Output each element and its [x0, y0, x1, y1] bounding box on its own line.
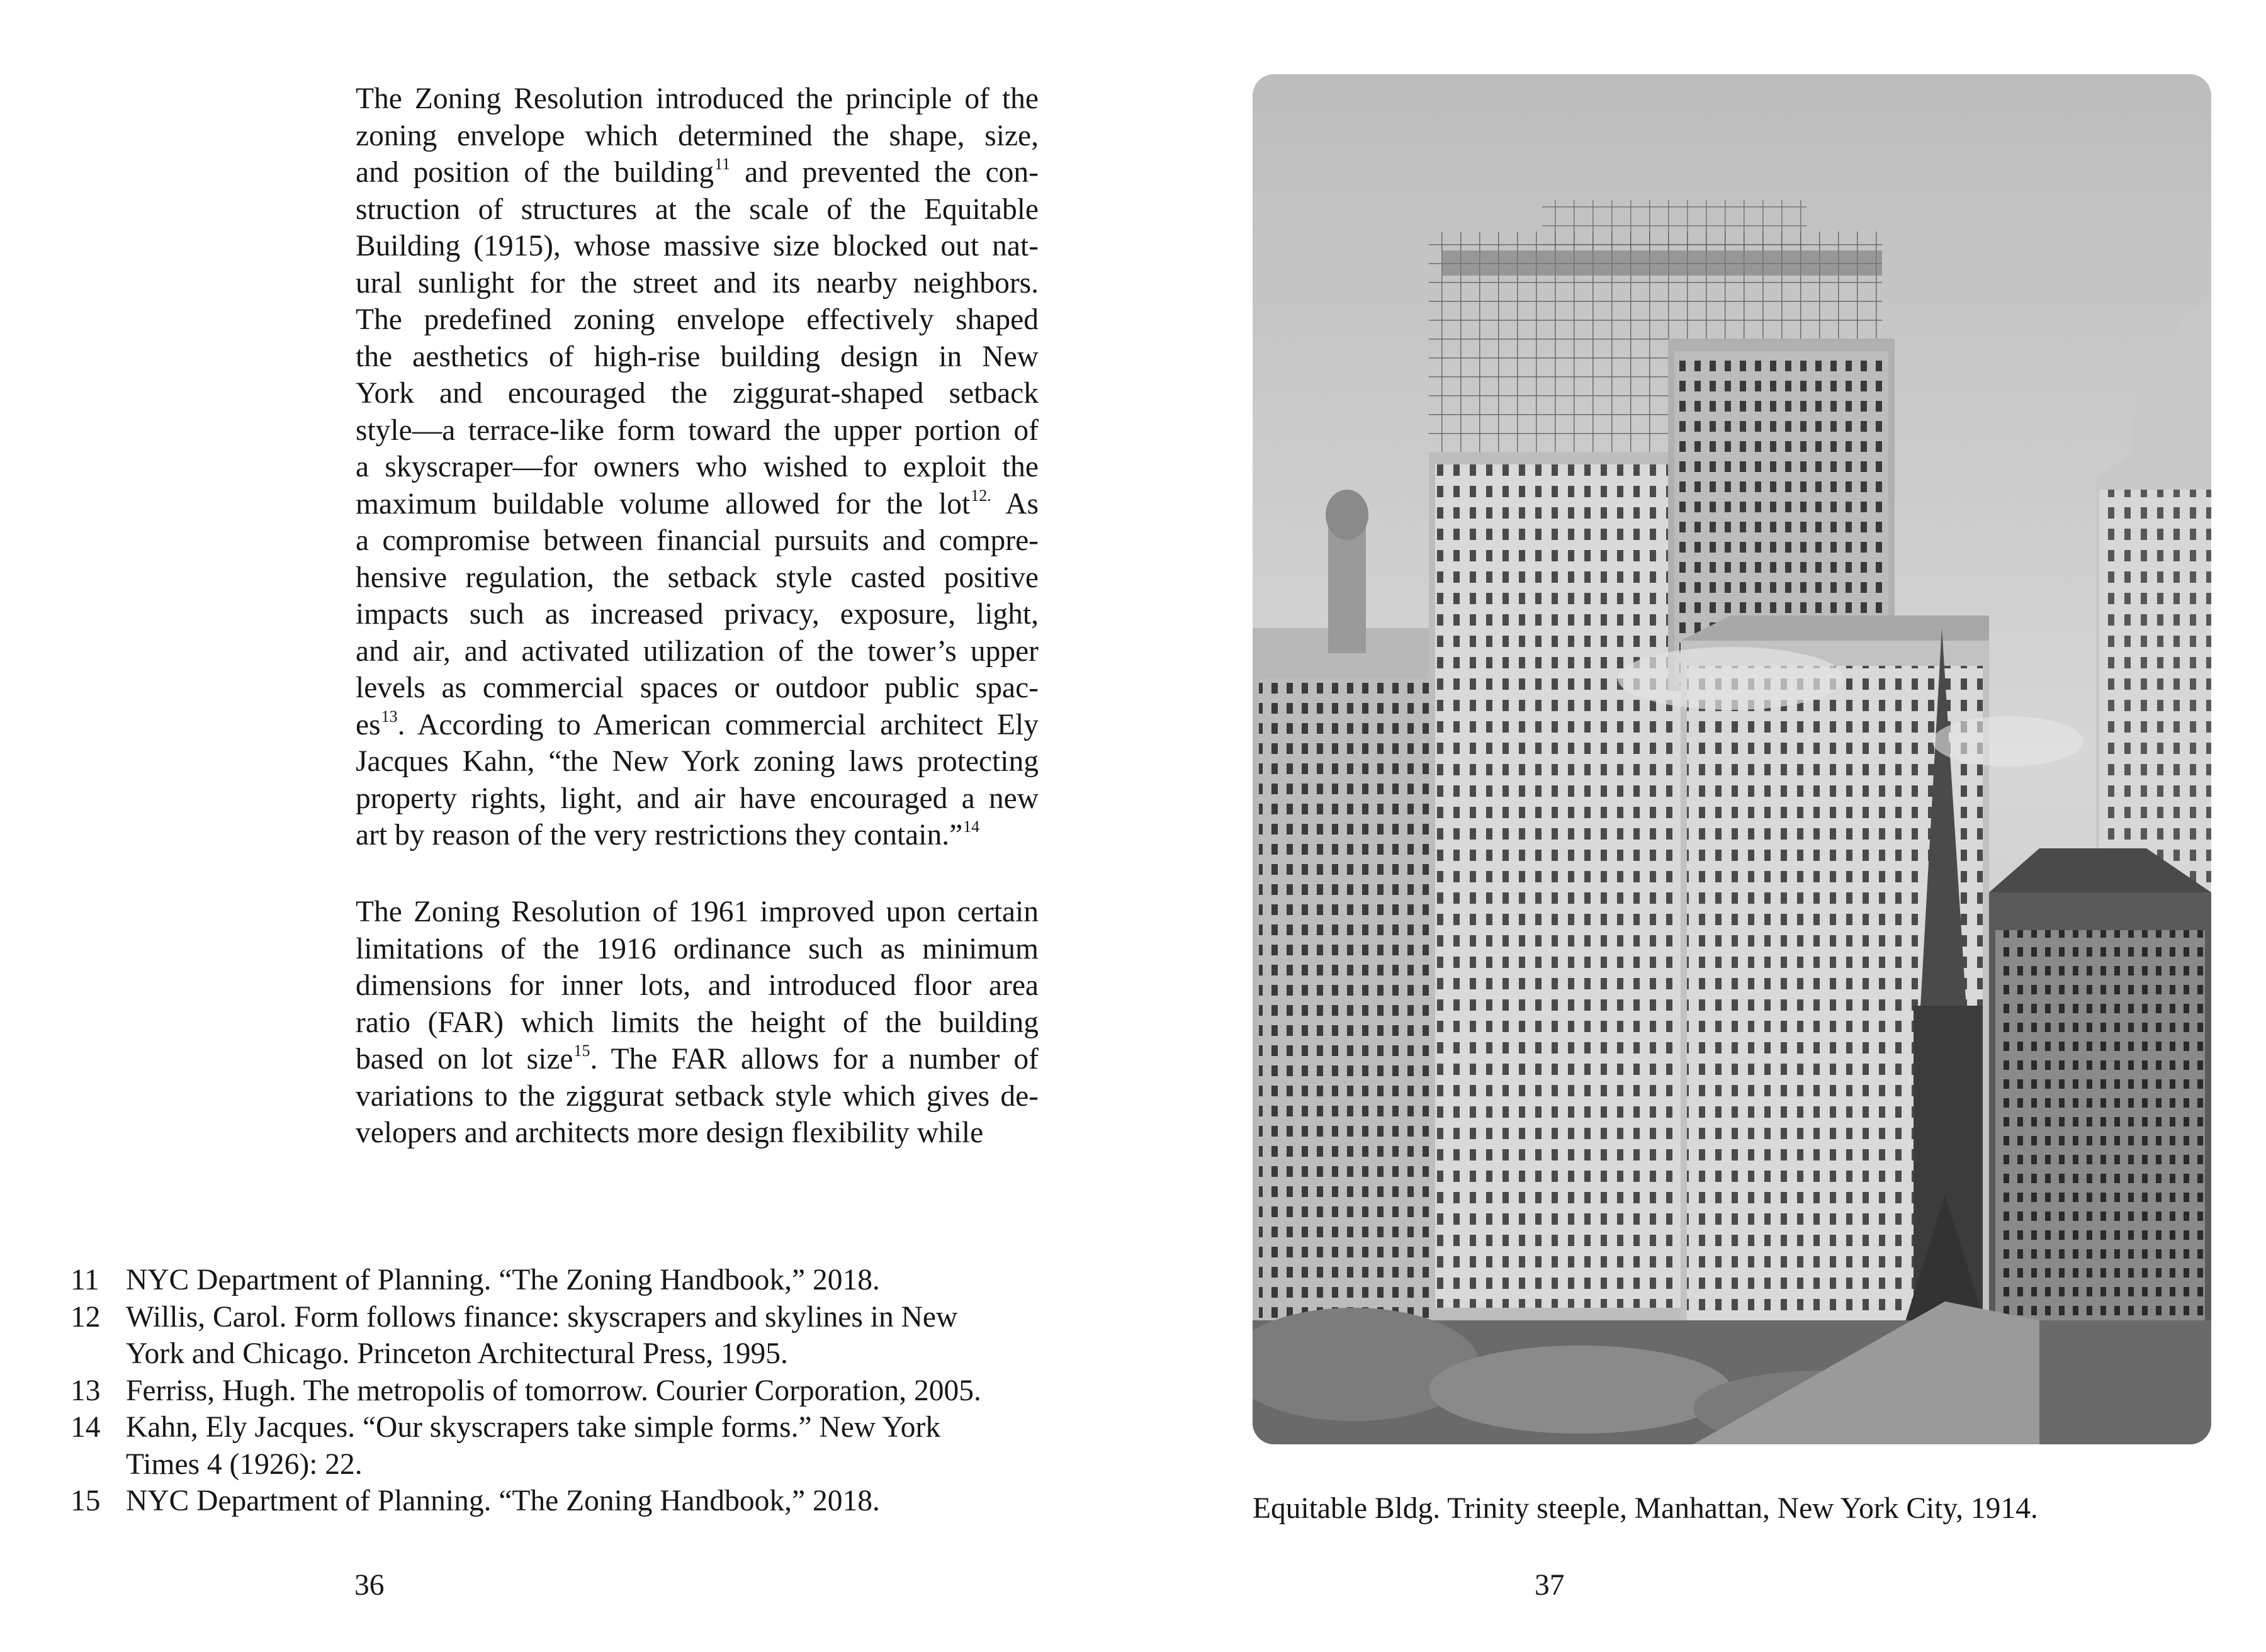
text-line: zoning envelope which determined the shape, size,	[356, 119, 1039, 152]
text-line: Jacques Kahn, “the New York zoning laws protecting	[356, 745, 1039, 778]
footnote-text: York and Chicago. Princeton Architectural Press, 1995.	[126, 1337, 788, 1370]
photo-caption: Equitable Bldg. Trinity steeple, Manhattan, New York City, 1914.	[1253, 1492, 2038, 1525]
footnote-text: Ferriss, Hugh. The metropolis of tomorrow. Courier Corporation, 2005.	[126, 1374, 981, 1407]
page-number-left: 36	[354, 1569, 385, 1602]
footnote-text: Willis, Carol. Form follows finance: skyscrapers and skylines in New	[126, 1300, 958, 1334]
footnote-item	[70, 1262, 1052, 1299]
footnote-number: 13	[70, 1374, 101, 1407]
text-segment: and position of the building	[356, 156, 714, 189]
text-line: ratio (FAR) which limits the height of the building	[356, 1006, 1039, 1039]
text-line: Building (1915), whose massive size blocked out nat-	[356, 230, 1039, 262]
text-line: a skyscraper—for owners who wished to exploit the	[356, 451, 1039, 483]
text-line: style—a terrace-like form toward the upper portion of	[356, 413, 1039, 447]
footnote-number: 14	[70, 1411, 101, 1444]
text-line: velopers and architects more design flexibility while	[356, 1116, 984, 1149]
text-segment: es	[356, 708, 381, 741]
text-line: a compromise between financial pursuits and compre-	[356, 524, 1039, 557]
text-line: limitations of the 1916 ordinance such as minimum	[356, 932, 1039, 965]
text-segment: and prevented the con-	[730, 156, 1039, 189]
footnote-number: 11	[70, 1264, 99, 1296]
text-line	[356, 817, 1039, 854]
text-segment: . According to American commercial architect Ely	[397, 708, 1039, 741]
footnote-reference[interactable]: 11	[714, 155, 731, 173]
text-segment: As	[991, 487, 1039, 520]
text-line: The predefined zoning envelope effectively shaped	[356, 303, 1039, 336]
footnote-reference[interactable]: 14	[963, 818, 980, 836]
equitable-building-photo	[1253, 74, 2211, 1444]
footnotes	[70, 1262, 1052, 1520]
text-line: The Zoning Resolution introduced the principle of the	[356, 82, 1039, 115]
footnote-text: NYC Department of Planning. “The Zoning Handbook,” 2018.	[126, 1485, 880, 1517]
text-line: hensive regulation, the setback style casted positive	[356, 561, 1039, 594]
text-segment: based on lot size	[356, 1043, 573, 1076]
text-segment: . The FAR allows for a number of	[590, 1043, 1039, 1076]
text-line	[356, 707, 1039, 744]
footnote-text: Times 4 (1926): 22.	[126, 1447, 363, 1481]
text-line: the aesthetics of high-rise building design in New	[356, 340, 1039, 373]
footnote-text: Kahn, Ely Jacques. “Our skyscrapers take simple forms.” New York	[126, 1411, 941, 1444]
text-line: The Zoning Resolution of 1961 improved upon certain	[356, 896, 1039, 928]
text-line: levels as commercial spaces or outdoor public spac-	[356, 671, 1039, 704]
body-paragraph-2	[356, 894, 1039, 1152]
footnote-reference[interactable]: 15	[573, 1042, 590, 1060]
footnote-item	[70, 1299, 1052, 1373]
text-line: variations to the ziggurat setback style which gives de-	[356, 1079, 1039, 1113]
footnote-item	[70, 1373, 1052, 1410]
body-paragraph-1	[356, 81, 1039, 854]
page-number-right: 37	[1535, 1569, 1565, 1602]
footnote-reference[interactable]: 12.	[971, 486, 991, 505]
text-segment: art by reason of the very restrictions they contain.”	[356, 819, 963, 851]
text-line: property rights, light, and air have encouraged a new	[356, 782, 1039, 815]
footnote-item	[70, 1409, 1052, 1483]
text-line: ural sunlight for the street and its nearby neighbors.	[356, 266, 1039, 300]
text-line: impacts such as increased privacy, exposure, light,	[356, 598, 1039, 631]
footnote-item	[70, 1483, 1052, 1520]
text-line	[356, 154, 1039, 191]
text-line	[356, 486, 1039, 523]
text-segment: maximum buildable volume allowed for the lot	[356, 487, 971, 520]
text-line: dimensions for inner lots, and introduced floor area	[356, 969, 1039, 1002]
text-line: struction of structures at the scale of the Equitable	[356, 193, 1039, 226]
text-line: and air, and activated utilization of the tower’s upper	[356, 634, 1039, 668]
footnote-number: 12	[70, 1300, 101, 1334]
footnote-reference[interactable]: 13	[381, 707, 398, 726]
text-line: York and encouraged the ziggurat-shaped setback	[356, 377, 1039, 410]
text-line	[356, 1041, 1039, 1078]
footnote-text: NYC Department of Planning. “The Zoning Handbook,” 2018.	[126, 1264, 880, 1296]
historic-skyscraper-photo-icon	[1253, 74, 2211, 1444]
footnote-number: 15	[70, 1485, 101, 1517]
